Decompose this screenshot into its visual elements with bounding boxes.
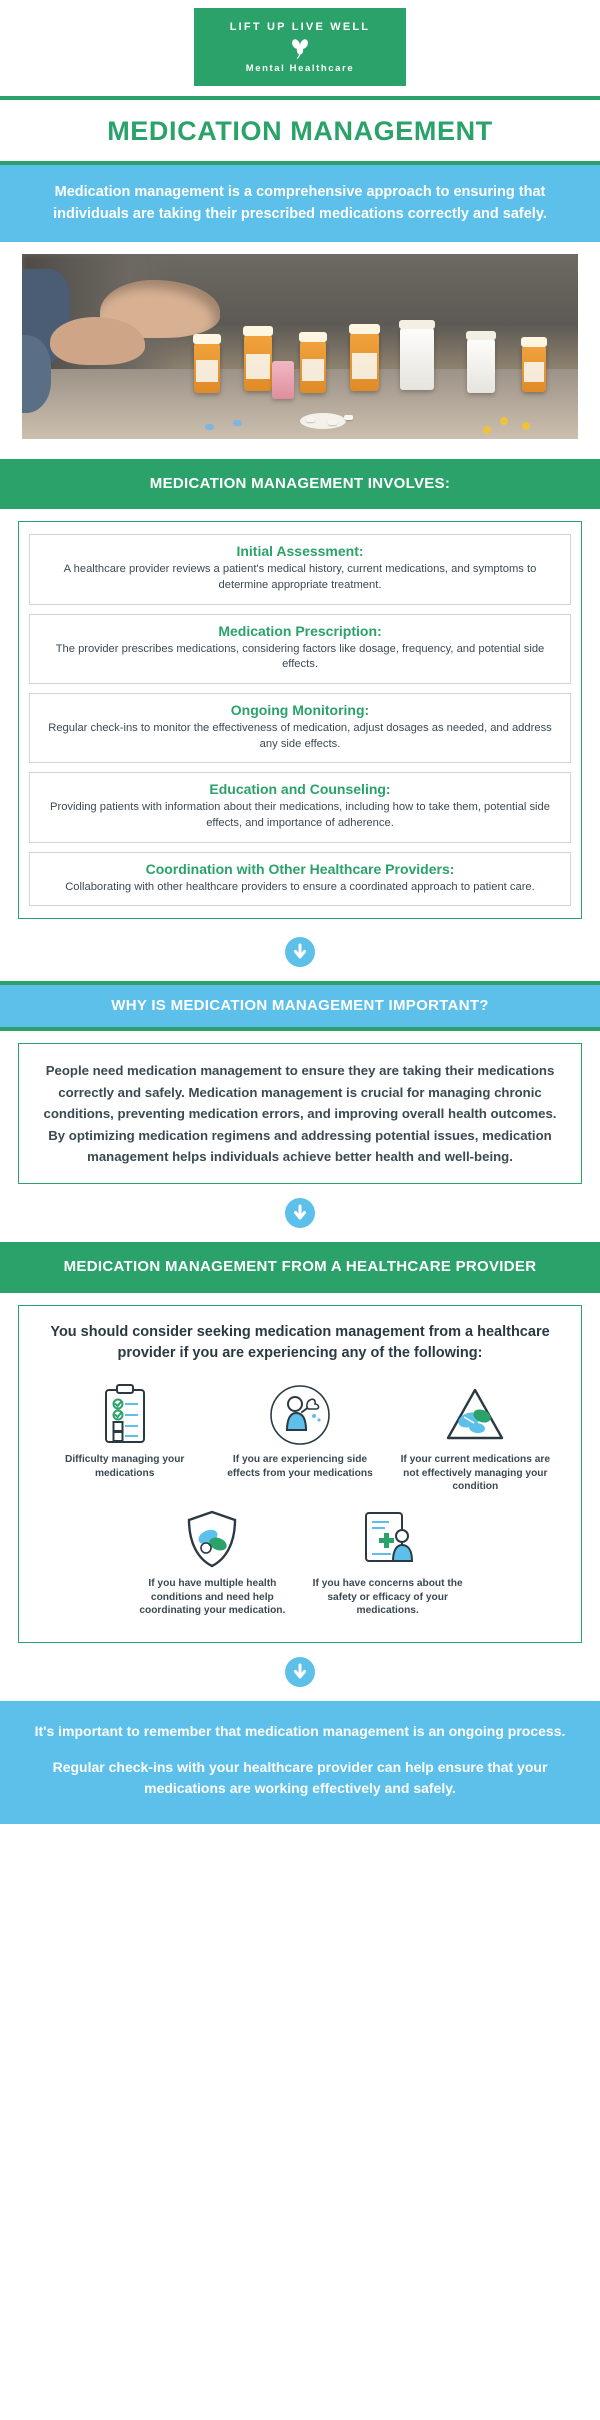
card-title: Initial Assessment: [236, 543, 364, 560]
provider-icon-grid [37, 1379, 563, 1503]
logo-top-text: LIFT UP LIVE WELL [229, 20, 371, 33]
card-body: Providing patients with information about their medications, including how to take them, potential side effects, and importance of adherence. [50, 801, 550, 829]
page-title-band [0, 100, 600, 161]
closing-line-1: It's important to remember that medication management is an ongoing process. [34, 1722, 566, 1739]
icon-caption: If you are experiencing side effects from your medications [227, 1454, 373, 1479]
intro-paragraph: Medication management is a comprehensive approach to ensuring that individuals are taking their prescribed medications correctly and safely. [0, 165, 600, 242]
list-item [29, 534, 571, 604]
icon-caption: If you have concerns about the safety or efficacy of your medications. [312, 1578, 463, 1617]
card-title: Education and Counseling: [209, 781, 391, 798]
pharmacist-sorting-pills-photo [22, 254, 578, 439]
card-title: Medication Prescription: [218, 622, 382, 639]
card-title: Coordination with Other Healthcare Providers: [145, 860, 455, 877]
card-body: Regular check-ins to monitor the effectiveness of medication, adjust dosages as needed, and address any side effects. [48, 721, 552, 750]
shield-pills-icon [184, 1507, 240, 1571]
provider-lead: You should consider seeking medication management from a healthcare provider if you are experiencing any of the following: [50, 1323, 550, 1362]
medical-record-doctor-icon [359, 1507, 417, 1571]
logo-band [0, 0, 600, 96]
arrow-down-circle-icon [285, 1198, 315, 1228]
person-coughing-icon [269, 1383, 331, 1447]
card-body: Collaborating with other healthcare providers to ensure a coordinated approach to patient care. [65, 880, 535, 893]
list-item [29, 614, 571, 684]
logo-bottom-text: Mental Healthcare [245, 62, 355, 74]
closing-band [0, 1701, 600, 1824]
card-body: The provider prescribes medications, considering factors like dosage, frequency, and potential side effects. [55, 642, 545, 671]
list-item [29, 772, 571, 842]
list-item [212, 1379, 387, 1503]
involves-heading: MEDICATION MANAGEMENT INVOLVES: [0, 463, 600, 505]
card-body: A healthcare provider reviews a patient's medical history, current medications, and symptoms to determine appropriate treatment. [63, 563, 537, 591]
arrow-down-circle-icon [285, 1657, 315, 1687]
brand-logo [194, 8, 406, 86]
list-item [388, 1379, 563, 1503]
list-item [29, 852, 571, 907]
list-item [29, 693, 571, 763]
involves-card-list [18, 521, 582, 919]
warning-triangle-pills-icon [444, 1383, 506, 1447]
icon-caption: Difficulty managing your medications [64, 1454, 185, 1479]
arrow-divider-3 [0, 1643, 600, 1701]
icon-caption: If you have multiple health conditions and need help coordinating your medication. [139, 1578, 286, 1617]
why-heading-band [0, 981, 600, 1031]
list-item [300, 1503, 475, 1627]
why-heading: WHY IS MEDICATION MANAGEMENT IMPORTANT? [0, 985, 600, 1027]
provider-heading-band [0, 1242, 600, 1292]
provider-box [18, 1305, 582, 1643]
involves-heading-band [0, 459, 600, 509]
arrow-down-circle-icon [285, 937, 315, 967]
card-title: Ongoing Monitoring: [230, 701, 370, 718]
arrow-divider-2 [0, 1184, 600, 1242]
provider-heading: MEDICATION MANAGEMENT FROM A HEALTHCARE PROVIDER [0, 1246, 600, 1288]
why-body: People need medication management to ensure they are taking their medications correctly and safely. Medication management is crucial for managing chronic conditions, preventing medication errors, and improving overall health outcomes. By optimizing medication regimens and addressing potential issues, medication management helps individuals achieve better health and well-being. [18, 1043, 582, 1184]
list-item [125, 1503, 300, 1627]
provider-icon-grid-row2 [37, 1503, 563, 1627]
closing-line-2: Regular check-ins with your healthcare provider can help ensure that your medications are working effectively and safely. [52, 1758, 548, 1797]
page-title: MEDICATION MANAGEMENT [107, 116, 493, 146]
icon-caption: If your current medications are not effectively managing your condition [400, 1454, 551, 1493]
clipboard-checklist-icon [98, 1383, 152, 1447]
photo-wrapper [0, 242, 600, 449]
arrow-divider-1 [0, 923, 600, 981]
list-item [37, 1379, 212, 1503]
clover-leaf-icon [287, 37, 313, 59]
